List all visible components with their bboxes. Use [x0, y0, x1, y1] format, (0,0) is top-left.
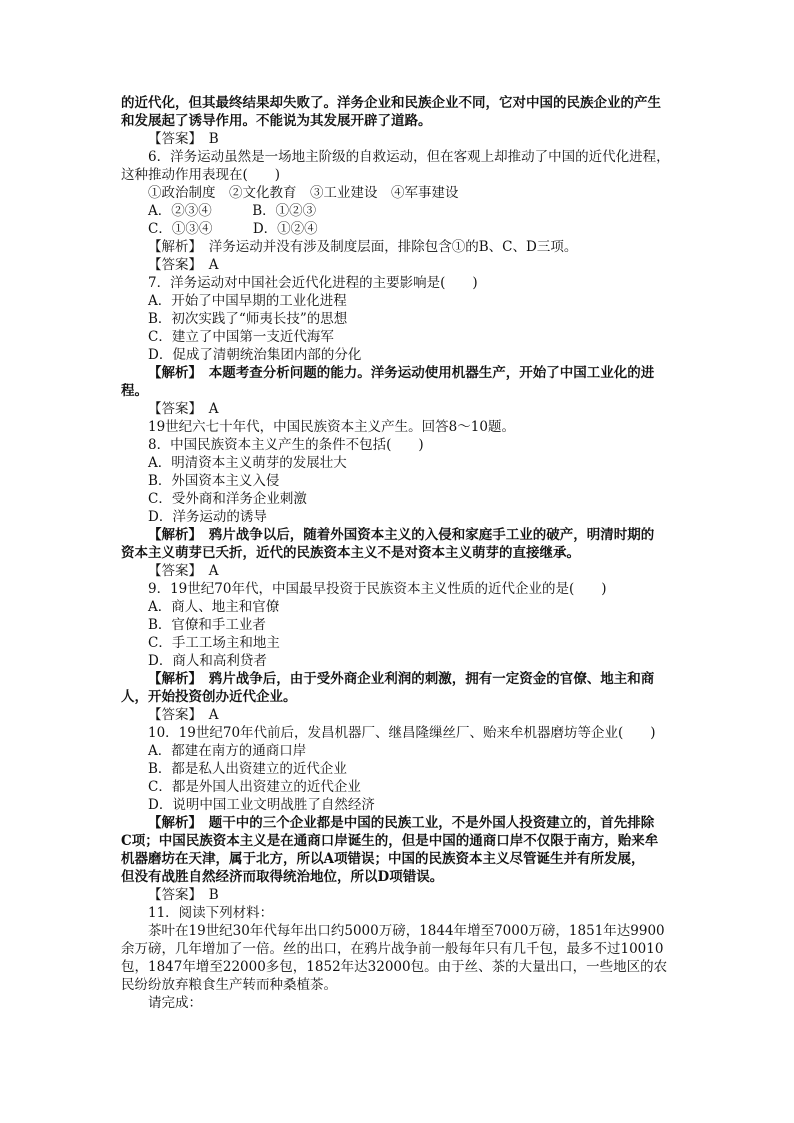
- text-line: 7．洋务运动对中国社会近代化进程的主要影响是( ): [148, 275, 478, 291]
- text-line: A．都建在南方的通商口岸: [148, 743, 307, 759]
- text-line: 【答案】 A: [148, 401, 219, 417]
- text-line: 【解析】 鸦片战争后，由于受外商企业利润的刺激，拥有一定资金的官僚、地主和商: [148, 671, 655, 687]
- text-line: C．①③④ D．①②④: [148, 221, 318, 237]
- text-line: 6．洋务运动虽然是一场地主阶级的自救运动，但在客观上却推动了中国的近代化进程，: [148, 149, 670, 165]
- text-line: 8．中国民族资本主义产生的条件不包括( ): [148, 437, 424, 453]
- text-line: D．洋务运动的诱导: [148, 509, 267, 525]
- text-line: 【答案】 A: [148, 707, 219, 723]
- text-line: C．都是外国人出资建立的近代企业: [148, 779, 361, 795]
- text-line: D．促成了清朝统治集团内部的分化: [148, 347, 362, 363]
- text-line: 9．19世纪70年代，中国最早投资于民族资本主义性质的近代企业的是( ): [148, 581, 607, 597]
- text-line: 11．阅读下列材料：: [148, 905, 274, 921]
- text-line: 民纷纷放弃粮食生产转而种桑植茶。: [121, 977, 337, 993]
- text-line: B．初次实践了“师夷长技”的思想: [148, 311, 348, 327]
- text-line: 程。: [121, 383, 148, 399]
- text-line: 余万磅，几年增加了一倍。丝的出口，在鸦片战争前一般每年只有几千包，最多不过10010: [121, 941, 664, 957]
- text-line: 的近代化，但其最终结果却失败了。洋务企业和民族企业不同，它对中国的民族企业的产生: [121, 95, 661, 111]
- text-line: B．外国资本主义入侵: [148, 473, 280, 489]
- text-line: C．手工工场主和地主: [148, 635, 280, 651]
- text-line: 【答案】 A: [148, 563, 219, 579]
- text-line: 和发展起了诱导作用。不能说为其发展开辟了道路。: [121, 113, 432, 129]
- text-line: 【解析】 题干中的三个企业都是中国的民族工业，不是外国人投资建立的，首先排除: [148, 815, 655, 831]
- text-line: 机器磨坊在天津，属于北方，所以A项错误；中国的民族资本主义尽管诞生并有所发展，: [121, 851, 645, 867]
- text-line: 人，开始投资创办近代企业。: [121, 689, 297, 705]
- text-line: 【解析】 洋务运动并没有涉及制度层面，排除包含①的B、C、D三项。: [148, 239, 578, 255]
- text-line: B．都是私人出资建立的近代企业: [148, 761, 347, 777]
- text-line: C．建立了中国第一支近代海军: [148, 329, 334, 345]
- text-line: A．明清资本主义萌芽的发展壮大: [148, 455, 347, 471]
- text-line: D．说明中国工业文明战胜了自然经济: [148, 797, 375, 813]
- text-line: ①政治制度 ②文化教育 ③工业建设 ④军事建设: [148, 185, 459, 201]
- text-line: C．受外商和洋务企业刺激: [148, 491, 307, 507]
- text-line: 资本主义萌芽已夭折，近代的民族资本主义不是对资本主义萌芽的直接继承。: [121, 545, 580, 561]
- text-line: 【答案】 B: [148, 131, 219, 147]
- text-line: 19世纪六七十年代，中国民族资本主义产生。回答8～10题。: [148, 419, 515, 435]
- text-line: 包，1847年增至22000多包，1852年达32000包。由于丝、茶的大量出口，一些地区的农: [121, 959, 668, 975]
- text-line: D．商人和高利贷者: [148, 653, 267, 669]
- text-line: 请完成：: [148, 995, 202, 1011]
- text-line: 【答案】 B: [148, 887, 219, 903]
- text-line: 【解析】 鸦片战争以后，随着外国资本主义的入侵和家庭手工业的破产，明清时期的: [148, 527, 655, 543]
- text-line: A．开始了中国早期的工业化进程: [148, 293, 347, 309]
- text-line: 这种推动作用表现在( ): [121, 167, 281, 183]
- text-line: 【答案】 A: [148, 257, 219, 273]
- document-body: [121, 94, 676, 1012]
- text-line: A．②③④ B．①②③: [148, 203, 317, 219]
- text-line: C项；中国民族资本主义是在通商口岸诞生的，但是中国的通商口岸不仅限于南方，贻来牟: [121, 833, 659, 849]
- text-line: 茶叶在19世纪30年代每年出口约5000万磅，1844年增至7000万磅，1851年达9900: [148, 923, 665, 939]
- text-line: 【解析】 本题考查分析问题的能力。洋务运动使用机器生产，开始了中国工业化的进: [148, 365, 655, 381]
- text-line: A．商人、地主和官僚: [148, 599, 280, 615]
- text-line: 10．19世纪70年代前后，发昌机器厂、继昌隆缫丝厂、贻来牟机器磨坊等企业( ): [148, 725, 656, 741]
- text-line: B．官僚和手工业者: [148, 617, 266, 633]
- text-line: 但没有战胜自然经济而取得统治地位，所以D项错误。: [121, 869, 444, 885]
